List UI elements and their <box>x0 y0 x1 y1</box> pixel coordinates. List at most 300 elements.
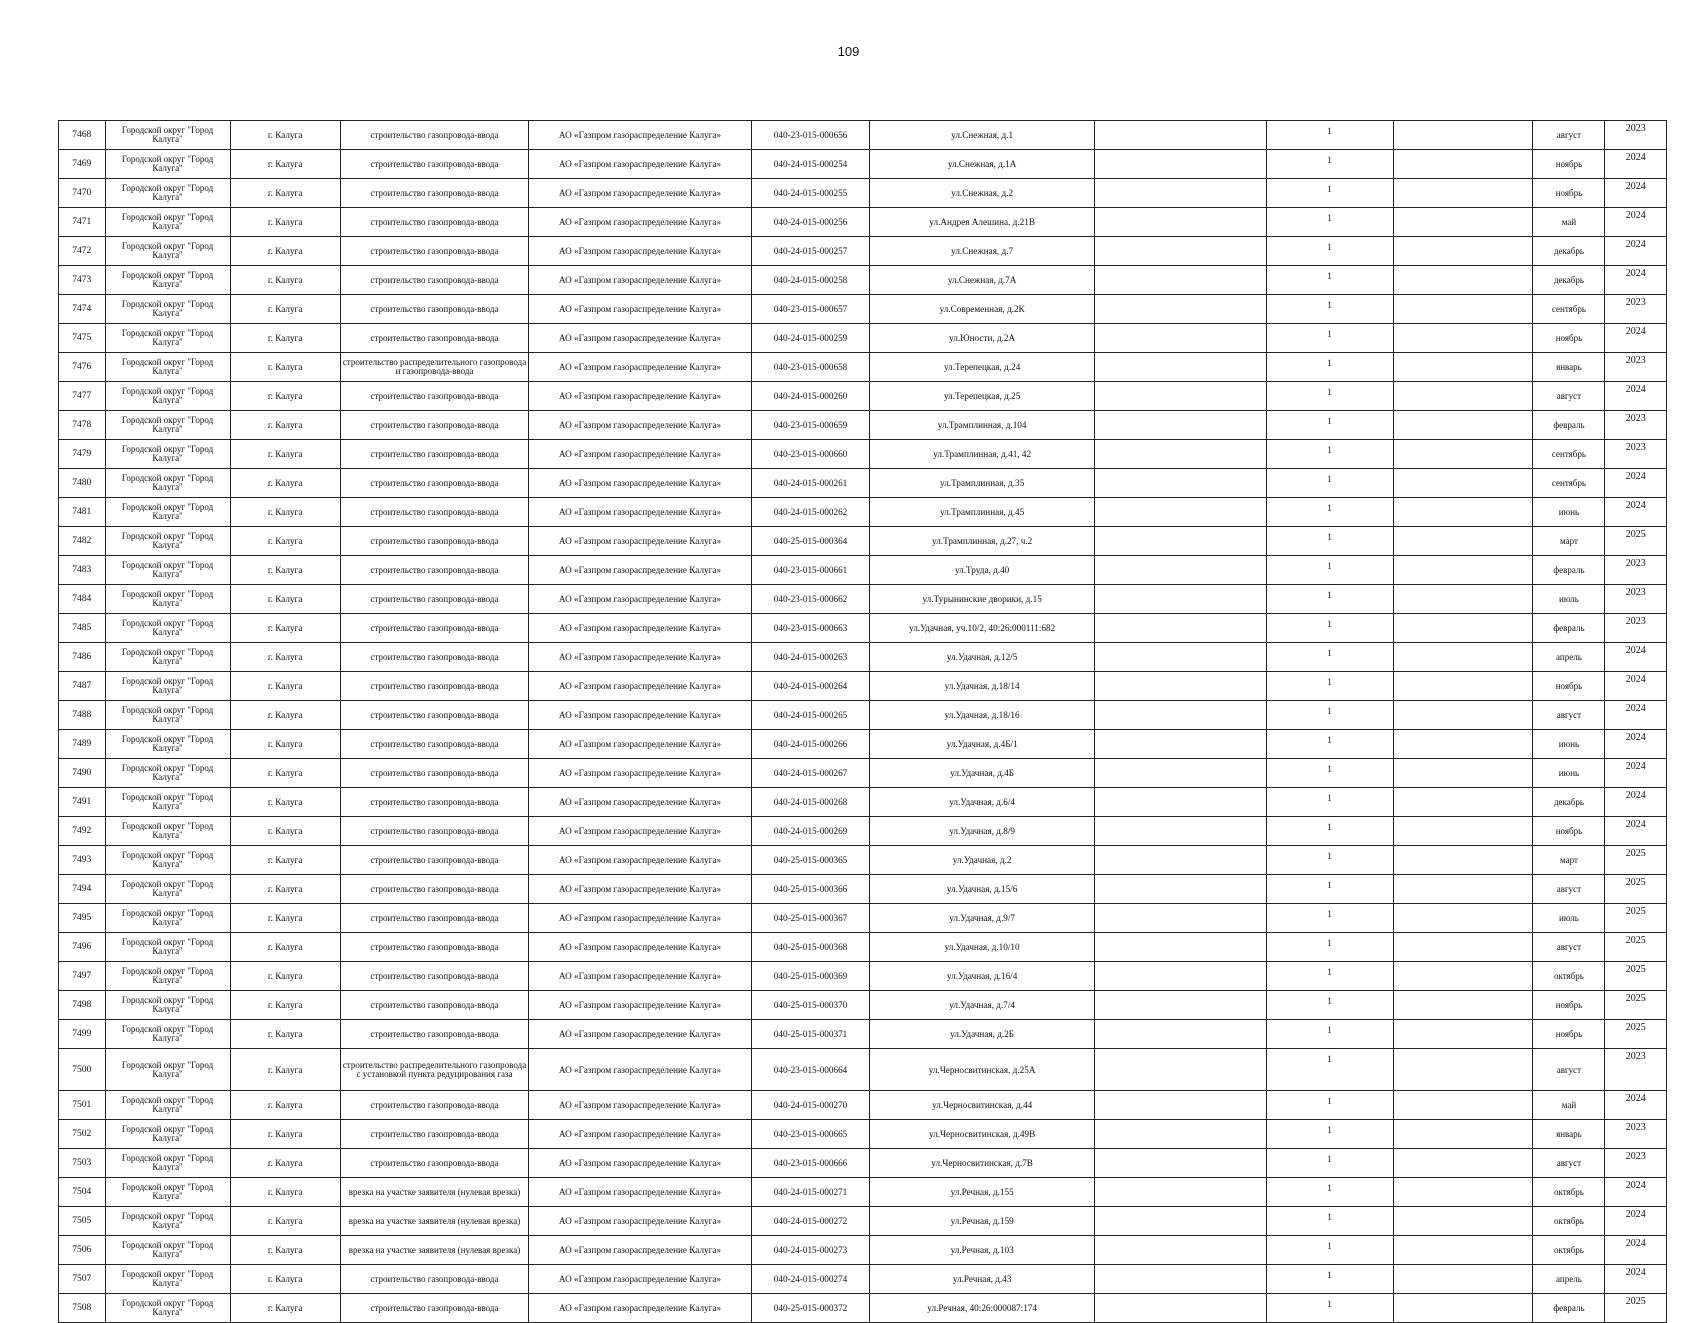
district-cell: Городской округ "Город Калуга" <box>105 237 230 266</box>
year-cell: 2025 <box>1605 875 1667 904</box>
work-type-cell: строительство газопровода-ввода <box>340 730 529 759</box>
empty-cell <box>1393 1149 1533 1178</box>
district-cell: Городской округ "Город Калуга" <box>105 643 230 672</box>
city-cell: г. Калуга <box>230 1120 340 1149</box>
organization-cell: АО «Газпром газораспределение Калуга» <box>529 904 751 933</box>
empty-cell <box>1094 643 1266 672</box>
quantity-cell: 1 <box>1266 788 1393 817</box>
month-cell: август <box>1533 1049 1605 1091</box>
year-cell: 2025 <box>1605 933 1667 962</box>
address-cell: ул.Речная, д.43 <box>870 1265 1095 1294</box>
empty-cell <box>1393 701 1533 730</box>
work-type-cell: врезка на участке заявителя (нулевая врезка) <box>340 1236 529 1265</box>
city-cell: г. Калуга <box>230 382 340 411</box>
empty-cell <box>1094 701 1266 730</box>
row-number-cell: 7500 <box>59 1049 106 1091</box>
address-cell: ул.Удачная, д.2Б <box>870 1020 1095 1049</box>
work-type-cell: строительство газопровода-ввода <box>340 962 529 991</box>
year-cell: 2024 <box>1605 237 1667 266</box>
district-cell: Городской округ "Город Калуга" <box>105 1049 230 1091</box>
month-cell: август <box>1533 701 1605 730</box>
year-cell: 2025 <box>1605 846 1667 875</box>
quantity-cell: 1 <box>1266 440 1393 469</box>
year-cell: 2025 <box>1605 991 1667 1020</box>
organization-cell: АО «Газпром газораспределение Калуга» <box>529 469 751 498</box>
address-cell: ул.Удачная, д.7/4 <box>870 991 1095 1020</box>
month-cell: август <box>1533 933 1605 962</box>
work-type-cell: строительство распределительного газопровода с установкой пункта редуцирования газа <box>340 1049 529 1091</box>
city-cell: г. Калуга <box>230 614 340 643</box>
organization-cell: АО «Газпром газораспределение Калуга» <box>529 643 751 672</box>
table-row <box>59 150 1667 179</box>
row-number-cell: 7508 <box>59 1294 106 1323</box>
code-cell: 040-24-015-000271 <box>751 1178 870 1207</box>
work-type-cell: строительство газопровода-ввода <box>340 614 529 643</box>
work-type-cell: врезка на участке заявителя (нулевая врезка) <box>340 1207 529 1236</box>
address-cell: ул.Трамплинная, д.41, 42 <box>870 440 1095 469</box>
work-type-cell: строительство газопровода-ввода <box>340 1265 529 1294</box>
organization-cell: АО «Газпром газораспределение Калуга» <box>529 1207 751 1236</box>
year-cell: 2024 <box>1605 759 1667 788</box>
year-cell: 2024 <box>1605 324 1667 353</box>
year-cell: 2024 <box>1605 1236 1667 1265</box>
row-number-cell: 7485 <box>59 614 106 643</box>
city-cell: г. Калуга <box>230 933 340 962</box>
month-cell: июнь <box>1533 759 1605 788</box>
organization-cell: АО «Газпром газораспределение Калуга» <box>529 353 751 382</box>
table-row <box>59 469 1667 498</box>
work-type-cell: строительство газопровода-ввода <box>340 440 529 469</box>
row-number-cell: 7507 <box>59 1265 106 1294</box>
address-cell: ул.Черносвитинская, д.7В <box>870 1149 1095 1178</box>
empty-cell <box>1094 904 1266 933</box>
table-body <box>59 121 1667 1323</box>
row-number-cell: 7487 <box>59 672 106 701</box>
month-cell: ноябрь <box>1533 324 1605 353</box>
organization-cell: АО «Газпром газораспределение Калуга» <box>529 411 751 440</box>
year-cell: 2024 <box>1605 1091 1667 1120</box>
city-cell: г. Калуга <box>230 237 340 266</box>
quantity-cell: 1 <box>1266 1049 1393 1091</box>
year-cell: 2023 <box>1605 411 1667 440</box>
code-cell: 040-25-015-000367 <box>751 904 870 933</box>
organization-cell: АО «Газпром газораспределение Калуга» <box>529 1236 751 1265</box>
work-type-cell: строительство газопровода-ввода <box>340 643 529 672</box>
code-cell: 040-23-015-000666 <box>751 1149 870 1178</box>
empty-cell <box>1393 440 1533 469</box>
empty-cell <box>1393 846 1533 875</box>
quantity-cell: 1 <box>1266 585 1393 614</box>
table-row <box>59 179 1667 208</box>
month-cell: март <box>1533 846 1605 875</box>
organization-cell: АО «Газпром газораспределение Калуга» <box>529 1178 751 1207</box>
work-type-cell: строительство газопровода-ввода <box>340 324 529 353</box>
code-cell: 040-24-015-000269 <box>751 817 870 846</box>
empty-cell <box>1393 1120 1533 1149</box>
month-cell: июль <box>1533 904 1605 933</box>
code-cell: 040-23-015-000659 <box>751 411 870 440</box>
work-type-cell: строительство газопровода-ввода <box>340 498 529 527</box>
city-cell: г. Калуга <box>230 875 340 904</box>
address-cell: ул.Снежная, д.1А <box>870 150 1095 179</box>
organization-cell: АО «Газпром газораспределение Калуга» <box>529 208 751 237</box>
code-cell: 040-23-015-000663 <box>751 614 870 643</box>
code-cell: 040-24-015-000262 <box>751 498 870 527</box>
organization-cell: АО «Газпром газораспределение Калуга» <box>529 1265 751 1294</box>
year-cell: 2025 <box>1605 1020 1667 1049</box>
code-cell: 040-25-015-000371 <box>751 1020 870 1049</box>
work-type-cell: строительство газопровода-ввода <box>340 1120 529 1149</box>
empty-cell <box>1094 1236 1266 1265</box>
district-cell: Городской округ "Город Калуга" <box>105 875 230 904</box>
district-cell: Городской округ "Город Калуга" <box>105 585 230 614</box>
quantity-cell: 1 <box>1266 150 1393 179</box>
city-cell: г. Калуга <box>230 1207 340 1236</box>
city-cell: г. Калуга <box>230 469 340 498</box>
work-type-cell: строительство газопровода-ввода <box>340 1149 529 1178</box>
address-cell: ул.Трамплинная, д.45 <box>870 498 1095 527</box>
address-cell: ул.Удачная, д.10/10 <box>870 933 1095 962</box>
year-cell: 2025 <box>1605 527 1667 556</box>
code-cell: 040-23-015-000664 <box>751 1049 870 1091</box>
code-cell: 040-24-015-000267 <box>751 759 870 788</box>
city-cell: г. Калуга <box>230 353 340 382</box>
table-row <box>59 353 1667 382</box>
row-number-cell: 7501 <box>59 1091 106 1120</box>
empty-cell <box>1393 1294 1533 1323</box>
city-cell: г. Калуга <box>230 1091 340 1120</box>
row-number-cell: 7483 <box>59 556 106 585</box>
month-cell: февраль <box>1533 411 1605 440</box>
address-cell: ул.Труда, д.40 <box>870 556 1095 585</box>
empty-cell <box>1094 440 1266 469</box>
row-number-cell: 7473 <box>59 266 106 295</box>
quantity-cell: 1 <box>1266 121 1393 150</box>
district-cell: Городской округ "Город Калуга" <box>105 208 230 237</box>
district-cell: Городской округ "Город Калуга" <box>105 295 230 324</box>
district-cell: Городской округ "Город Калуга" <box>105 991 230 1020</box>
quantity-cell: 1 <box>1266 411 1393 440</box>
empty-cell <box>1393 643 1533 672</box>
year-cell: 2024 <box>1605 382 1667 411</box>
empty-cell <box>1393 324 1533 353</box>
address-cell: ул.Терепецкая, д.24 <box>870 353 1095 382</box>
empty-cell <box>1094 1207 1266 1236</box>
work-type-cell: строительство газопровода-ввода <box>340 411 529 440</box>
empty-cell <box>1393 933 1533 962</box>
empty-cell <box>1393 1207 1533 1236</box>
city-cell: г. Калуга <box>230 1178 340 1207</box>
address-cell: ул.Удачная, д.4Б/1 <box>870 730 1095 759</box>
quantity-cell: 1 <box>1266 730 1393 759</box>
quantity-cell: 1 <box>1266 1265 1393 1294</box>
city-cell: г. Калуга <box>230 788 340 817</box>
year-cell: 2024 <box>1605 179 1667 208</box>
city-cell: г. Калуга <box>230 991 340 1020</box>
city-cell: г. Калуга <box>230 527 340 556</box>
empty-cell <box>1094 875 1266 904</box>
district-cell: Городской округ "Город Калуга" <box>105 1207 230 1236</box>
empty-cell <box>1094 730 1266 759</box>
organization-cell: АО «Газпром газораспределение Калуга» <box>529 759 751 788</box>
empty-cell <box>1094 527 1266 556</box>
organization-cell: АО «Газпром газораспределение Калуга» <box>529 730 751 759</box>
table-row <box>59 382 1667 411</box>
empty-cell <box>1393 498 1533 527</box>
work-type-cell: строительство газопровода-ввода <box>340 875 529 904</box>
month-cell: октябрь <box>1533 1178 1605 1207</box>
empty-cell <box>1393 1049 1533 1091</box>
work-type-cell: строительство газопровода-ввода <box>340 150 529 179</box>
quantity-cell: 1 <box>1266 643 1393 672</box>
table-row <box>59 904 1667 933</box>
district-cell: Городской округ "Город Калуга" <box>105 846 230 875</box>
quantity-cell: 1 <box>1266 237 1393 266</box>
address-cell: ул.Удачная, д.9/7 <box>870 904 1095 933</box>
address-cell: ул.Трамплинная, д.35 <box>870 469 1095 498</box>
work-type-cell: строительство газопровода-ввода <box>340 237 529 266</box>
quantity-cell: 1 <box>1266 875 1393 904</box>
district-cell: Городской округ "Город Калуга" <box>105 933 230 962</box>
row-number-cell: 7469 <box>59 150 106 179</box>
month-cell: апрель <box>1533 1265 1605 1294</box>
code-cell: 040-23-015-000662 <box>751 585 870 614</box>
organization-cell: АО «Газпром газораспределение Калуга» <box>529 1294 751 1323</box>
quantity-cell: 1 <box>1266 1207 1393 1236</box>
address-cell: ул.Черносвитинская, д.44 <box>870 1091 1095 1120</box>
work-type-cell: строительство газопровода-ввода <box>340 933 529 962</box>
month-cell: август <box>1533 382 1605 411</box>
address-cell: ул.Речная, д.103 <box>870 1236 1095 1265</box>
work-type-cell: строительство газопровода-ввода <box>340 904 529 933</box>
quantity-cell: 1 <box>1266 527 1393 556</box>
city-cell: г. Калуга <box>230 121 340 150</box>
district-cell: Городской округ "Город Калуга" <box>105 150 230 179</box>
code-cell: 040-23-015-000661 <box>751 556 870 585</box>
address-cell: ул.Удачная, д.16/4 <box>870 962 1095 991</box>
month-cell: сентябрь <box>1533 469 1605 498</box>
row-number-cell: 7477 <box>59 382 106 411</box>
code-cell: 040-25-015-000364 <box>751 527 870 556</box>
empty-cell <box>1393 1020 1533 1049</box>
year-cell: 2023 <box>1605 440 1667 469</box>
city-cell: г. Калуга <box>230 672 340 701</box>
year-cell: 2024 <box>1605 672 1667 701</box>
code-cell: 040-24-015-000263 <box>751 643 870 672</box>
code-cell: 040-25-015-000366 <box>751 875 870 904</box>
empty-cell <box>1094 962 1266 991</box>
empty-cell <box>1393 1236 1533 1265</box>
empty-cell <box>1393 817 1533 846</box>
month-cell: апрель <box>1533 643 1605 672</box>
district-cell: Городской округ "Город Калуга" <box>105 179 230 208</box>
organization-cell: АО «Газпром газораспределение Калуга» <box>529 1049 751 1091</box>
address-cell: ул.Удачная, д.8/9 <box>870 817 1095 846</box>
work-type-cell: строительство газопровода-ввода <box>340 817 529 846</box>
empty-cell <box>1393 1265 1533 1294</box>
empty-cell <box>1094 1149 1266 1178</box>
month-cell: январь <box>1533 1120 1605 1149</box>
address-cell: ул.Удачная, д.6/4 <box>870 788 1095 817</box>
code-cell: 040-23-015-000658 <box>751 353 870 382</box>
code-cell: 040-23-015-000660 <box>751 440 870 469</box>
organization-cell: АО «Газпром газораспределение Калуга» <box>529 991 751 1020</box>
city-cell: г. Калуга <box>230 730 340 759</box>
district-cell: Городской округ "Город Калуга" <box>105 324 230 353</box>
district-cell: Городской округ "Город Калуга" <box>105 1178 230 1207</box>
table-row <box>59 237 1667 266</box>
month-cell: декабрь <box>1533 266 1605 295</box>
month-cell: май <box>1533 208 1605 237</box>
row-number-cell: 7503 <box>59 1149 106 1178</box>
address-cell: ул.Удачная, д.12/5 <box>870 643 1095 672</box>
table-row <box>59 1149 1667 1178</box>
row-number-cell: 7475 <box>59 324 106 353</box>
empty-cell <box>1094 237 1266 266</box>
city-cell: г. Калуга <box>230 266 340 295</box>
address-cell: ул.Речная, д.155 <box>870 1178 1095 1207</box>
work-type-cell: строительство газопровода-ввода <box>340 1020 529 1049</box>
work-type-cell: строительство газопровода-ввода <box>340 991 529 1020</box>
row-number-cell: 7481 <box>59 498 106 527</box>
code-cell: 040-24-015-000265 <box>751 701 870 730</box>
work-type-cell: строительство газопровода-ввода <box>340 672 529 701</box>
organization-cell: АО «Газпром газораспределение Калуга» <box>529 933 751 962</box>
empty-cell <box>1393 1178 1533 1207</box>
empty-cell <box>1094 991 1266 1020</box>
empty-cell <box>1393 788 1533 817</box>
code-cell: 040-24-015-000257 <box>751 237 870 266</box>
organization-cell: АО «Газпром газораспределение Калуга» <box>529 556 751 585</box>
quantity-cell: 1 <box>1266 353 1393 382</box>
year-cell: 2023 <box>1605 556 1667 585</box>
month-cell: февраль <box>1533 1294 1605 1323</box>
quantity-cell: 1 <box>1266 846 1393 875</box>
row-number-cell: 7504 <box>59 1178 106 1207</box>
row-number-cell: 7497 <box>59 962 106 991</box>
address-cell: ул.Снежная, д.1 <box>870 121 1095 150</box>
work-type-cell: строительство газопровода-ввода <box>340 701 529 730</box>
month-cell: июль <box>1533 585 1605 614</box>
work-type-cell: строительство газопровода-ввода <box>340 469 529 498</box>
month-cell: ноябрь <box>1533 991 1605 1020</box>
table-row <box>59 1294 1667 1323</box>
empty-cell <box>1094 121 1266 150</box>
empty-cell <box>1094 353 1266 382</box>
empty-cell <box>1393 527 1533 556</box>
district-cell: Городской округ "Город Калуга" <box>105 353 230 382</box>
year-cell: 2025 <box>1605 904 1667 933</box>
empty-cell <box>1094 614 1266 643</box>
year-cell: 2024 <box>1605 643 1667 672</box>
code-cell: 040-23-015-000656 <box>751 121 870 150</box>
city-cell: г. Калуга <box>230 1049 340 1091</box>
year-cell: 2025 <box>1605 1294 1667 1323</box>
city-cell: г. Калуга <box>230 817 340 846</box>
district-cell: Городской округ "Город Калуга" <box>105 759 230 788</box>
year-cell: 2024 <box>1605 788 1667 817</box>
code-cell: 040-24-015-000254 <box>751 150 870 179</box>
table-row <box>59 266 1667 295</box>
gas-connection-table <box>58 120 1667 1323</box>
month-cell: август <box>1533 1149 1605 1178</box>
city-cell: г. Калуга <box>230 585 340 614</box>
empty-cell <box>1393 991 1533 1020</box>
empty-cell <box>1393 759 1533 788</box>
organization-cell: АО «Газпром газораспределение Калуга» <box>529 701 751 730</box>
address-cell: ул.Трамплинная, д.27, ч.2 <box>870 527 1095 556</box>
month-cell: март <box>1533 527 1605 556</box>
address-cell: ул.Удачная, д.4Б <box>870 759 1095 788</box>
empty-cell <box>1094 846 1266 875</box>
month-cell: ноябрь <box>1533 1020 1605 1049</box>
table-row <box>59 701 1667 730</box>
table-row <box>59 643 1667 672</box>
city-cell: г. Калуга <box>230 962 340 991</box>
row-number-cell: 7498 <box>59 991 106 1020</box>
organization-cell: АО «Газпром газораспределение Калуга» <box>529 527 751 556</box>
quantity-cell: 1 <box>1266 179 1393 208</box>
row-number-cell: 7482 <box>59 527 106 556</box>
organization-cell: АО «Газпром газораспределение Калуга» <box>529 585 751 614</box>
code-cell: 040-25-015-000370 <box>751 991 870 1020</box>
empty-cell <box>1094 1049 1266 1091</box>
table-row <box>59 556 1667 585</box>
empty-cell <box>1393 962 1533 991</box>
code-cell: 040-24-015-000255 <box>751 179 870 208</box>
city-cell: г. Калуга <box>230 643 340 672</box>
city-cell: г. Калуга <box>230 179 340 208</box>
address-cell: ул.Турынинские дворики, д.15 <box>870 585 1095 614</box>
district-cell: Городской округ "Город Калуга" <box>105 1236 230 1265</box>
year-cell: 2023 <box>1605 295 1667 324</box>
district-cell: Городской округ "Город Калуга" <box>105 1120 230 1149</box>
month-cell: ноябрь <box>1533 672 1605 701</box>
district-cell: Городской округ "Город Калуга" <box>105 962 230 991</box>
table-row <box>59 585 1667 614</box>
table-row <box>59 1049 1667 1091</box>
empty-cell <box>1094 1020 1266 1049</box>
code-cell: 040-24-015-000261 <box>751 469 870 498</box>
city-cell: г. Калуга <box>230 1020 340 1049</box>
empty-cell <box>1094 759 1266 788</box>
month-cell: май <box>1533 1091 1605 1120</box>
year-cell: 2025 <box>1605 962 1667 991</box>
quantity-cell: 1 <box>1266 324 1393 353</box>
page-number: 109 <box>837 44 860 59</box>
row-number-cell: 7470 <box>59 179 106 208</box>
table-row <box>59 962 1667 991</box>
organization-cell: АО «Газпром газораспределение Калуга» <box>529 440 751 469</box>
organization-cell: АО «Газпром газораспределение Калуга» <box>529 962 751 991</box>
empty-cell <box>1094 1294 1266 1323</box>
district-cell: Городской округ "Город Калуга" <box>105 266 230 295</box>
table-row <box>59 1236 1667 1265</box>
empty-cell <box>1393 295 1533 324</box>
district-cell: Городской округ "Город Калуга" <box>105 1149 230 1178</box>
month-cell: август <box>1533 121 1605 150</box>
city-cell: г. Калуга <box>230 556 340 585</box>
address-cell: ул.Удачная, д.18/16 <box>870 701 1095 730</box>
code-cell: 040-23-015-000665 <box>751 1120 870 1149</box>
row-number-cell: 7506 <box>59 1236 106 1265</box>
row-number-cell: 7489 <box>59 730 106 759</box>
address-cell: ул.Андрея Алешина, д.21В <box>870 208 1095 237</box>
empty-cell <box>1094 585 1266 614</box>
row-number-cell: 7478 <box>59 411 106 440</box>
year-cell: 2024 <box>1605 730 1667 759</box>
district-cell: Городской округ "Город Калуга" <box>105 817 230 846</box>
